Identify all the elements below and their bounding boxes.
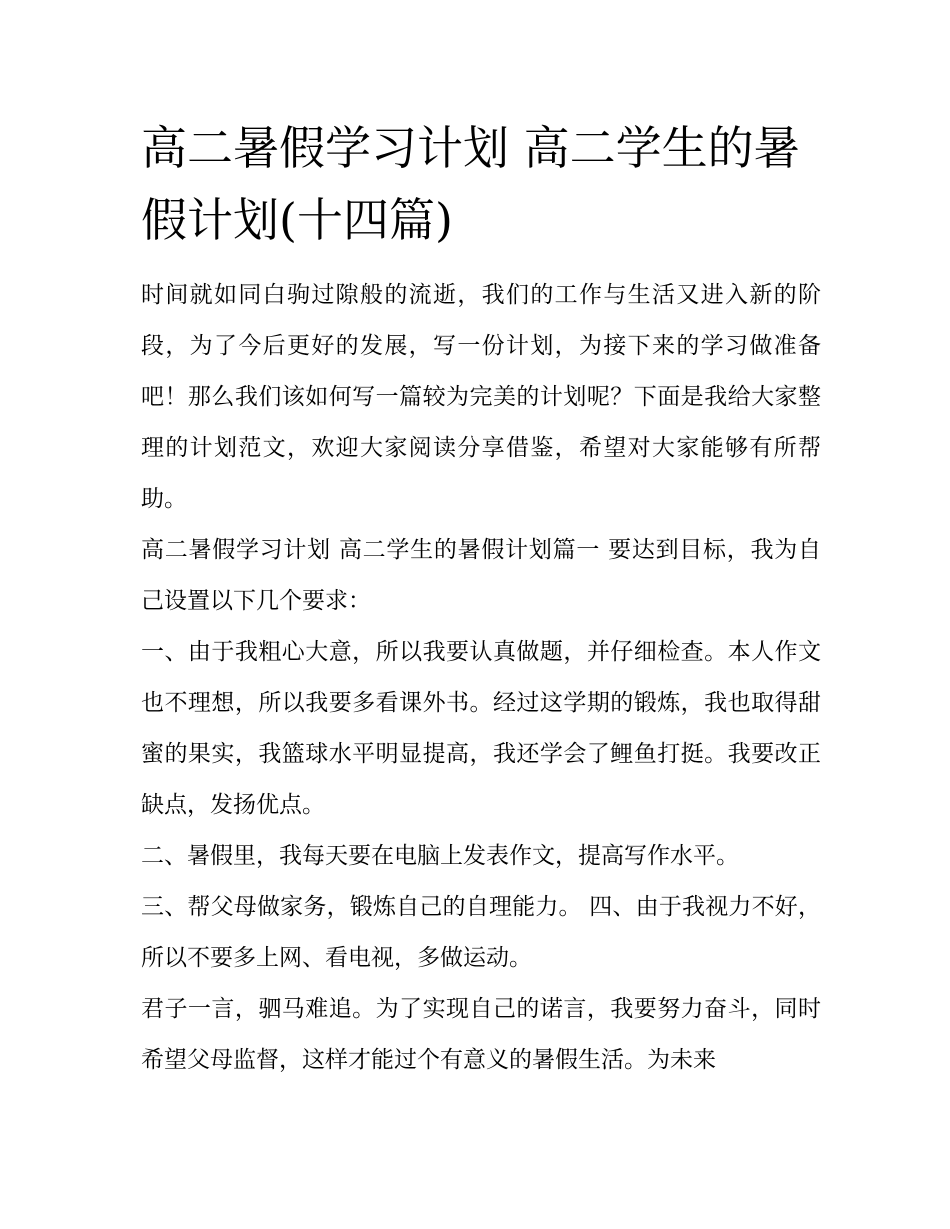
paragraph-item-one: 一、由于我粗心大意，所以我要认真做题，并仔细检查。本人作文也不理想，所以我要多看课外书。经过这学期的锻炼，我也取得甜蜜的果实，我篮球水平明显提高，我还学会了鲤鱼打挺。我要改正缺点，发扬优点。 xyxy=(141,639,821,818)
paragraph-intro: 时间就如同白驹过隙般的流逝，我们的工作与生活又进入新的阶段，为了今后更好的发展，写一份计划，为接下来的学习做准备吧！那么我们该如何写一篇较为完美的计划呢？下面是我给大家整理的计划范文，欢迎大家阅读分享借鉴，希望对大家能够有所帮助。 xyxy=(141,282,821,512)
document-title: 高二暑假学习计划 高二学生的暑假计划(十四篇) xyxy=(141,121,800,247)
document-body xyxy=(141,112,821,1086)
paragraph-closing: 君子一言，驷马难追。为了实现自己的诺言，我要努力奋斗，同时希望父母监督，这样才能过个有意义的暑假生活。为未来 xyxy=(141,996,821,1073)
paragraph-section-one-heading: 高二暑假学习计划 高二学生的暑假计划篇一 要达到目标，我为自己设置以下几个要求： xyxy=(141,537,821,614)
paragraph-item-three-four: 三、帮父母做家务，锻炼自己的自理能力。 四、由于我视力不好，所以不要多上网、看电视，多做运动。 xyxy=(141,894,821,971)
paragraph-item-two: 二、暑假里，我每天要在电脑上发表作文，提高写作水平。 xyxy=(141,843,739,869)
